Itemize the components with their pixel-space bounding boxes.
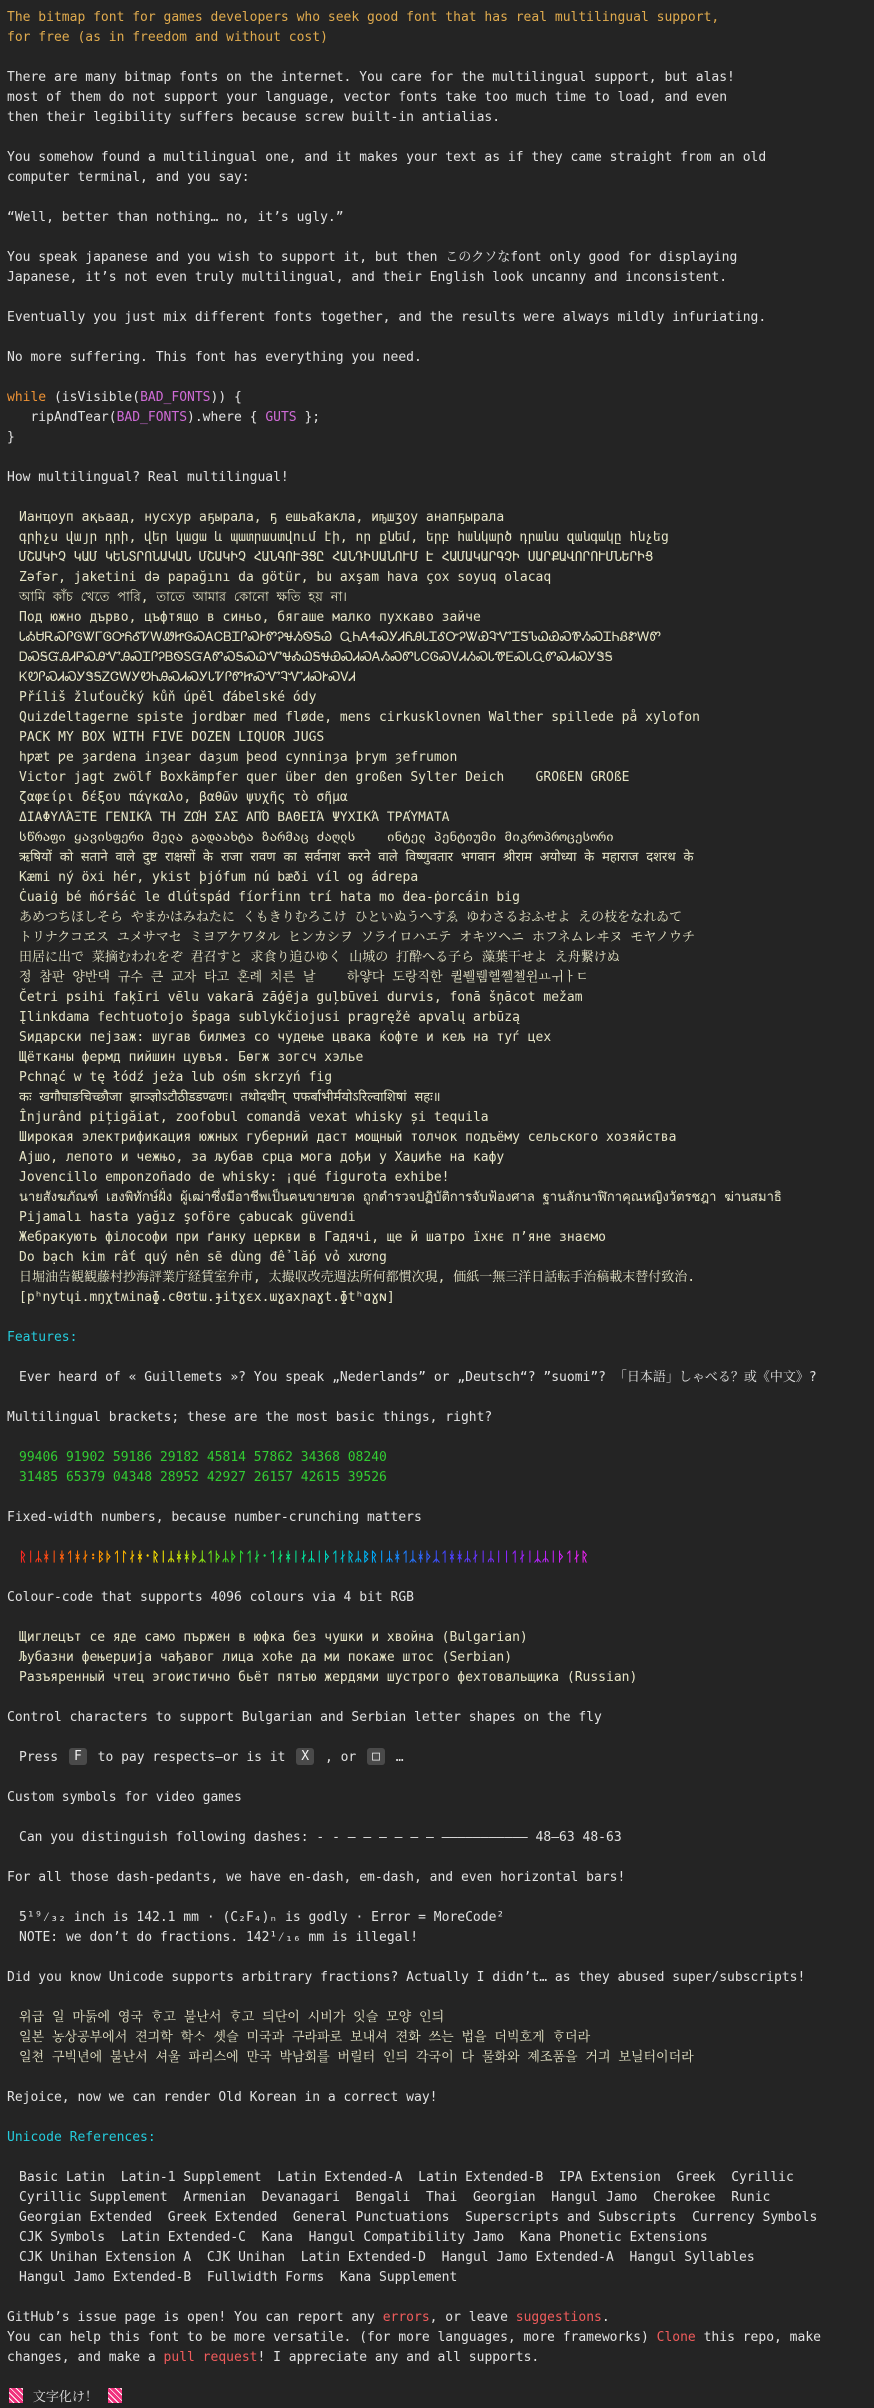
text-line: Eventually you just mix different fonts together, and the results were always mildly infuriating. [7,310,767,325]
spacer [7,1808,874,1828]
pangram-macedonian: Ѕидарски пејзаж: шугав билмез со чудење цвака ќофте и кељ на туѓ цех [19,1030,552,1045]
text-line: computer terminal, and you say: [7,170,250,185]
old-korean-2: 일본 농상공부에서 젼긔학 학ᄉᆞ 솃슬 미국과 구라파로 보내셔 젼화 쓰는 법을 더빅호게 ᄒᆞ더라 [19,2030,591,2045]
pangram-cjk: 日堀油告観観藤村抄海評業庁経賃室弁市, 太撮収改売週法所何都慣次現, 価紙一無三洋日話転手治稿載末替付致治. [19,1270,696,1285]
text-segment: , or leave [429,2310,516,2325]
pangram-lithuanian: Įlinkdama fechtuotojo špaga sublykčiojusi pragręžė apvalų arbūzą [19,1010,520,1025]
text-line: Rejoice, now we can render Old Korean in a correct way! [7,2090,438,2105]
pangram-greek: ζαφείρι δέξου πάγκαλο, βαθῶν ψυχῆς τὸ σῆμα [19,790,348,805]
spacer [7,448,874,468]
spacer [7,1428,874,1448]
page-title-line-2: for free (as in freedom and without cost) [7,30,328,45]
pangram-cherokee-1: ᏓᎣᏌᎡᏍᎵᎶᏔᎱᎶᎤᏲᎴᏤᎳᏪᏥᎶᏍᎪᏟᏴᏆᎵᏍᎨᏛᎮᏠᏱᏫᎦᏊ ᏩᏂᎪᏎᏍᎩᏗᏲᎯᏓᏆᎴᏅᎮᏔᏯᎸᏉᏆᎦᏖᏇᏯᏍᏈᏱᏍᏆᏂᏰᏑᎳᏛ [19,630,662,645]
text-line: Japanese, it’s not even truly multilingual, and their English look uncanny and inconsistent. [7,270,728,285]
pangram-bengali: আমি কাঁচ খেতে পারি, তাতে আমার কোনো ক্ষতি হয় না। [19,590,347,605]
digits-row-1: 99406 91902 59186 29182 45814 57862 34368 08240 [19,1450,387,1465]
text-segment: changes, and make a [7,2350,164,2365]
text-segment: (isVisible( [46,390,141,405]
spacer [7,328,874,348]
text-line: then their legibility suffers because screw built-in antialias. [7,110,501,125]
sample-bulgarian-shapes: Щиглецът се яде само пържен в юфка без чушки и хвойна (Bulgarian) [19,1630,528,1645]
old-korean-3: 일쳔 구빅년에 불난서 셔울 파리스에 만국 박남회를 버릴터 인듸 각국이 다 물화와 졔조품을 거긔 보닐터이더라 [19,2050,694,2065]
spacer [7,2288,874,2308]
text-segment: BAD_FONTS [140,390,211,405]
digits-row-2: 31485 65379 04348 28952 42927 26157 42615 39526 [19,1470,387,1485]
pangram-ipa: [pʰnytɥi.mŋχtʍinaɸ.cθʊtɯ.ɟitɣɛx.ɯɣaxɲaɣt.ɸtʰɑɣɴ] [19,1290,395,1305]
pangram-japanese-hiragana: あめつちほしそら やまかはみねたに くもきりむろこけ ひといぬうへすゑ ゆわさるおふせよ えの枝をなれゐて [19,910,683,925]
text-line: No more suffering. This font has everything you need. [7,350,422,365]
mojibake-box-icon [9,2388,23,2403]
pangram-bulgarian: Под южно дърво, цъфтящо в синьо, бягаше малко пухкаво зайче [19,610,481,625]
text-segment: … [387,1750,404,1765]
page-title-line-1: The bitmap font for games developers who seek good font that has real multilingual support, [7,10,720,25]
text-line: most of them do not support your language, vector fonts take too much time to load, and even [7,90,728,105]
old-korean-1: 위급 일 마둙에 영국 ᄒᆞ고 불난서 ᄒᆞ고 듸단이 시비가 잇슬 모양 인듸 [19,2010,445,2025]
text-segment: Press [19,1750,66,1765]
pangram-cherokee-2: ᎠᏍᎦᏳᎯᏗᏢᏍᎯᏉᎯᏍᏆᎵᎮᏴᏫᏚᏳᎪᏛᏍᎦᏍᏇᏉᏠᎣᏇᎦᏠᏯᏍᏗᏍᎪᏱᏍᏛᏓᏟᎶᏍᏙᏗᏱᏍᏓᏡᎬᏍᏓᏩᏛᏍᏗᏍᎩᏕᎦ [19,650,613,665]
text-segment: 文字化け！ [25,2390,106,2405]
text-segment: . [601,2310,610,2325]
pangram-turkish: Pijamalı hasta yağız şoföre çabucak güvendi [19,1210,356,1225]
spacer [7,2148,874,2168]
text-line: Control characters to support Bulgarian and Serbian letter shapes on the fly [7,1710,602,1725]
unicode-blocks-3: Georgian Extended Greek Extended General Punctuations Superscripts and Subscripts Currency Symbols [19,2210,818,2225]
rainbow-runes-line [7,1548,874,1568]
pangram-latvian: Četri psihi faķīri vēlu vakarā zāģēja guļbūvei durvis, fonā šņācot mežam [19,990,583,1005]
pangram-armenian: գրիչս վայր դրի, վեր կացա և պատրաստվում էի, որ քնեմ, երբ հանկարծ դրանս զանգակը հնչեց [19,530,669,545]
text-segment: You can help this font to be more versatile. (for more languages, more frameworks) [7,2330,657,2345]
spacer [7,368,874,388]
text-line: You somehow found a multilingual one, and it makes your text as if they came straight from an old [7,150,767,165]
pangram-japanese-katakana: トリナクコヱス ユメサマセ ミヨアケワタル ヒンカシヲ ソライロハエテ オキツヘニ ホフネムレヰヌ モヤノウチ [19,930,696,945]
pangram-sanskrit: कः खगौघाङचिच्छौजा झाञ्ज्ञोऽटौठीडडण्ढणः। तथोदधीन् पफर्बाभीर्मयोऽरिल्वाशिषां सहः॥ [19,1090,441,1105]
text-line: You speak japanese and you wish to support it, but then このクソなfont only good for displaying [7,250,738,265]
fraction-note-line: NOTE: we don’t do fractions. 142¹⁄₁₆ mm is illegal! [19,1930,419,1945]
quote-line: “Well, better than nothing… no, it’s ugly.” [7,210,344,225]
pangram-irish: Ċuaiġ bé ṁórṡáċ le dlúṫspád fíorḟinn trí hata mo ḋea-ṗorcáin big [19,890,520,905]
sample-russian-shapes: Разъяренный чтец эгоистично бьёт пятью жердями шустрого фехтовальщика (Russian) [19,1670,638,1685]
unicode-blocks-5: CJK Unihan Extension A CJK Unihan Latin Extended-D Hangul Jamo Extended-A Hangul Syllables [19,2250,755,2265]
pangram-armenian-caps: ՄՇԱԿԻՉ ԿԱՄ ԿԵՆՏՐՈՆԱԿԱՆ ՄՇԱԿԻՉ ՀԱՆԳՈՒՅՑԸ ՀԱՆԴԻՍԱՆՈՒՄ Է ՀԱՄԱԿԱՐԳՉԻ ՍԱՐՔԱՎՈՐՈՒՄՆԵՐԻՑ [19,550,653,565]
keycap-f: F [69,1748,87,1765]
unicode-blocks-4: CJK Symbols Latin Extended-C Kana Hangul Compatibility Jamo Kana Phonetic Extensions [19,2230,708,2245]
pangram-spanish: Jovencillo emponzoñado de whisky: ¡qué figurota exhibe! [19,1170,450,1185]
text-segment: to pay respects—or is it [89,1750,294,1765]
text-segment: }; [296,410,321,425]
text-segment: ripAndTear( [7,410,117,425]
spacer [7,1388,874,1408]
pangram-vietnamese: Do bạch kim rất quý nên sẽ dùng để lắp vỏ xương [19,1250,387,1265]
text-line: Custom symbols for video games [7,1790,242,1805]
pangram-romanian: Înjurând pițigăiat, zoofobul comandă vexat whisky și tequila [19,1110,489,1125]
pangram-cherokee-3: ᏦᏬᎵᏍᏗᏍᎩᏕᎦᏃᏣᎳᎩᏬᏂᎯᏍᏗᏍᎩᏓᏤᎵᏛᏥᏍᏉᎸᏉᏗᏍᎨᏍᏙᏗ [19,670,356,685]
spacer [7,128,874,148]
pangram-georgian: სწრაფი ყავისფერი მელა გადაახტა ზარმაც ძაღლს ინტელ პენტიუმი მიკროპროცესორი [19,830,614,845]
link-pull-request[interactable]: pull request [163,2350,258,2365]
keycap-square: □ [367,1748,385,1765]
mojibake-line [7,2388,874,2408]
spacer [7,48,874,68]
text-line: For all those dash-pedants, we have en-dash, em-dash, and even horizontal bars! [7,1870,626,1885]
pangram-hindi: ऋषियों को सताने वाले दुष्ट राक्षसों के राजा रावण का सर्वनाश करने वाले विष्णुवतार भगवान श्रीराम अयोध्या के महाराज दशरथ के [19,850,694,865]
pangram-polish: Pchnąć w tę łódź jeża lub ośm skrzyń fig [19,1070,333,1085]
spacer [7,1308,874,1328]
spacer [7,1488,874,1508]
code-line: } [7,430,15,445]
text-segment: ᚱᛁᛦᚼᛁᚼᛐᚼᛅ᛬ᛒᚦᛐᛚᛅᚼ᛫ᚱᛁᛦᚼᚼᚦᛣᛐᚦᛦᚦᛚᛐᛅ᛫ᛐᛅᚼᛁᛅᛦᛁᚦᛐᛅᚱᛦᛒᚱᛁᛦᚼᛐᛣᚼᚦᛣᛐᚼᚼᛦᛅᛁᛦᛁᛁᛐᛅᛁᛣᛦᛁᚦᛐᛅᚱ [19,1550,589,1565]
pangram-danish: Quizdeltagerne spiste jordbær med fløde, mens cirkusklovnen Walther spillede på xylofon [19,710,700,725]
pangram-abkhaz: Ианҵоуп ақьаад, нусхур аҕырала, ҕ ешьаҟакла, иҧшӡоу анапҕырала [19,510,505,525]
spacer [7,1608,874,1628]
pangram-czech: Příliš žluťoučký kůň úpěl ďábelské ódy [19,690,317,705]
text-segment: , or [317,1750,365,1765]
pangram-korean: 정 참판 양반댁 규수 큰 교자 타고 혼례 치른 날 하얗다 도랑직한 퀼뷀뤰헬쩰쳴윈ㅛㅟㅏㄷ [19,970,589,985]
spacer [7,1768,874,1788]
link-suggestions[interactable]: suggestions [515,2310,602,2325]
spacer [7,288,874,308]
pangram-serbian: Ајшо, лепото и чежњо, за љубав срца мога дођи у Хаџиће на кафу [19,1150,505,1165]
keycap-x: X [296,1748,314,1765]
spacer [7,1568,874,1588]
text-line: Did you know Unicode supports arbitrary fractions? Actually I didn’t… as they abused super/subscripts! [7,1970,806,1985]
dash-comparison-line: Can you distinguish following dashes: - - – – – – – – ——————————— 48–63 48-63 [19,1830,622,1845]
spacer [7,1348,874,1368]
text-segment: ).where { [187,410,266,425]
spacer [7,1528,874,1548]
pangram-mongolian: Щётканы фермд пийшин цувъя. Бөгж зогсч хэлье [19,1050,364,1065]
text-line: There are many bitmap fonts on the internet. You care for the multilingual support, but alas! [7,70,735,85]
text-segment: GitHub’s issue page is open! You can report any [7,2310,383,2325]
features-heading: Features: [7,1330,78,1345]
spacer [7,1728,874,1748]
spacer [7,228,874,248]
text-segment: BAD_FONTS [116,410,188,425]
spacer [7,1848,874,1868]
pangram-german: Victor jagt zwölf Boxkämpfer quer über den großen Sylter Deich GROßEN GROßE [19,770,630,785]
spacer [7,2368,874,2388]
unicode-blocks-2: Cyrillic Supplement Armenian Devanagari Bengali Thai Georgian Hangul Jamo Cherokee Runic [19,2190,771,2205]
sample-serbian-shapes: Љубазни фењерџија чађавог лица хоће да ми покаже штос (Serbian) [19,1650,513,1665]
github-line-3 [7,2348,874,2368]
code-line [7,388,874,408]
pangram-thai: นายสังฆภัณฑ์ เฮงพิทักษ์ฝั่ง ผู้เฒ่าซึ่งมีอาชีพเป็นฅนขายขวด ถูกตำรวจปฏิบัติการจับฟ้องศาล ฐานลักนาฬิกาคุณหญิงวัตรชฎา ฆ่านสมาธิ [19,1190,782,1205]
text-segment: while [7,390,47,405]
pangram-azerbaijani: Zəfər, jaketini də papağını da götür, bu axşam hava çox soyuq olacaq [19,570,552,585]
text-segment: GUTS [265,410,297,425]
keycap-line [7,1748,874,1768]
spacer [7,488,874,508]
link-errors[interactable]: errors [382,2310,430,2325]
text-line: Multilingual brackets; these are the most basic things, right? [7,1410,493,1425]
text-line: Fixed-width numbers, because number-crunching matters [7,1510,422,1525]
unicode-blocks-6: Hangul Jamo Extended-B Fullwidth Forms Kana Supplement [19,2270,458,2285]
guillemets-line: Ever heard of « Guillemets »? You speak „Nederlands” or „Deutsch“? ”suomi”? 「日本語」しゃべる？或《中文》? [19,1370,817,1385]
spacer [7,1688,874,1708]
spacer [7,1988,874,2008]
superscript-demo-line: 5¹⁹⁄₃₂ inch is 142.1 mm · (C₂F₄)ₙ is godly · Error = MoreCode² [19,1910,505,1925]
code-line [7,408,874,428]
text-segment: this repo, make [695,2330,821,2345]
spacer [7,1948,874,1968]
pangram-greek-caps: ΔΙΑΦΥΛΆΞΤΕ ΓΕΝΙΚΆ ΤΗ ΖΩΉ ΣΑΣ ΑΠΌ ΒΑΘΕΙΆ ΨΥΧΙΚΆ ΤΡΑΎΜΑΤΑ [19,810,450,825]
spacer [7,2068,874,2088]
unicode-references-heading: Unicode References: [7,2130,156,2145]
pangram-ukrainian: Жебракують філософи при ґанку церкви в Гадячі, ще й шатро їхнє п’яне знаємо [19,1230,606,1245]
pangram-old-english: hƿæt ƿe ȝardena inȝear daȝum þeod cynninȝa þrym ȝefrumon [19,750,458,765]
github-line-2 [7,2328,874,2348]
text-segment: ! I appreciate any and all supports. [257,2350,540,2365]
mojibake-box-icon [108,2388,122,2403]
pangram-icelandic: Kæmi ný öxi hér, ykist þjófum nú bæði víl og ádrepa [19,870,419,885]
link-clone[interactable]: Clone [656,2330,696,2345]
github-line-1 [7,2308,874,2328]
spacer [7,2108,874,2128]
pangram-english-caps: PACK MY BOX WITH FIVE DOZEN LIQUOR JUGS [19,730,325,745]
section-heading: How multilingual? Real multilingual! [7,470,289,485]
pangram-russian: Широкая электрификация южных губерний даст мощный толчок подъёму сельского хозяйства [19,1130,677,1145]
text-segment: )) { [210,390,242,405]
pangram-japanese-kanji: 田居に出で 菜摘むわれをぞ 君召すと 求食り追ひゆく 山城の 打酔へる子ら 藻葉干せよ え舟繋けぬ [19,950,620,965]
text-line: Colour-code that supports 4096 colours via 4 bit RGB [7,1590,414,1605]
spacer [7,1888,874,1908]
unicode-blocks-1: Basic Latin Latin-1 Supplement Latin Extended-A Latin Extended-B IPA Extension Greek Cyrillic [19,2170,794,2185]
spacer [7,188,874,208]
